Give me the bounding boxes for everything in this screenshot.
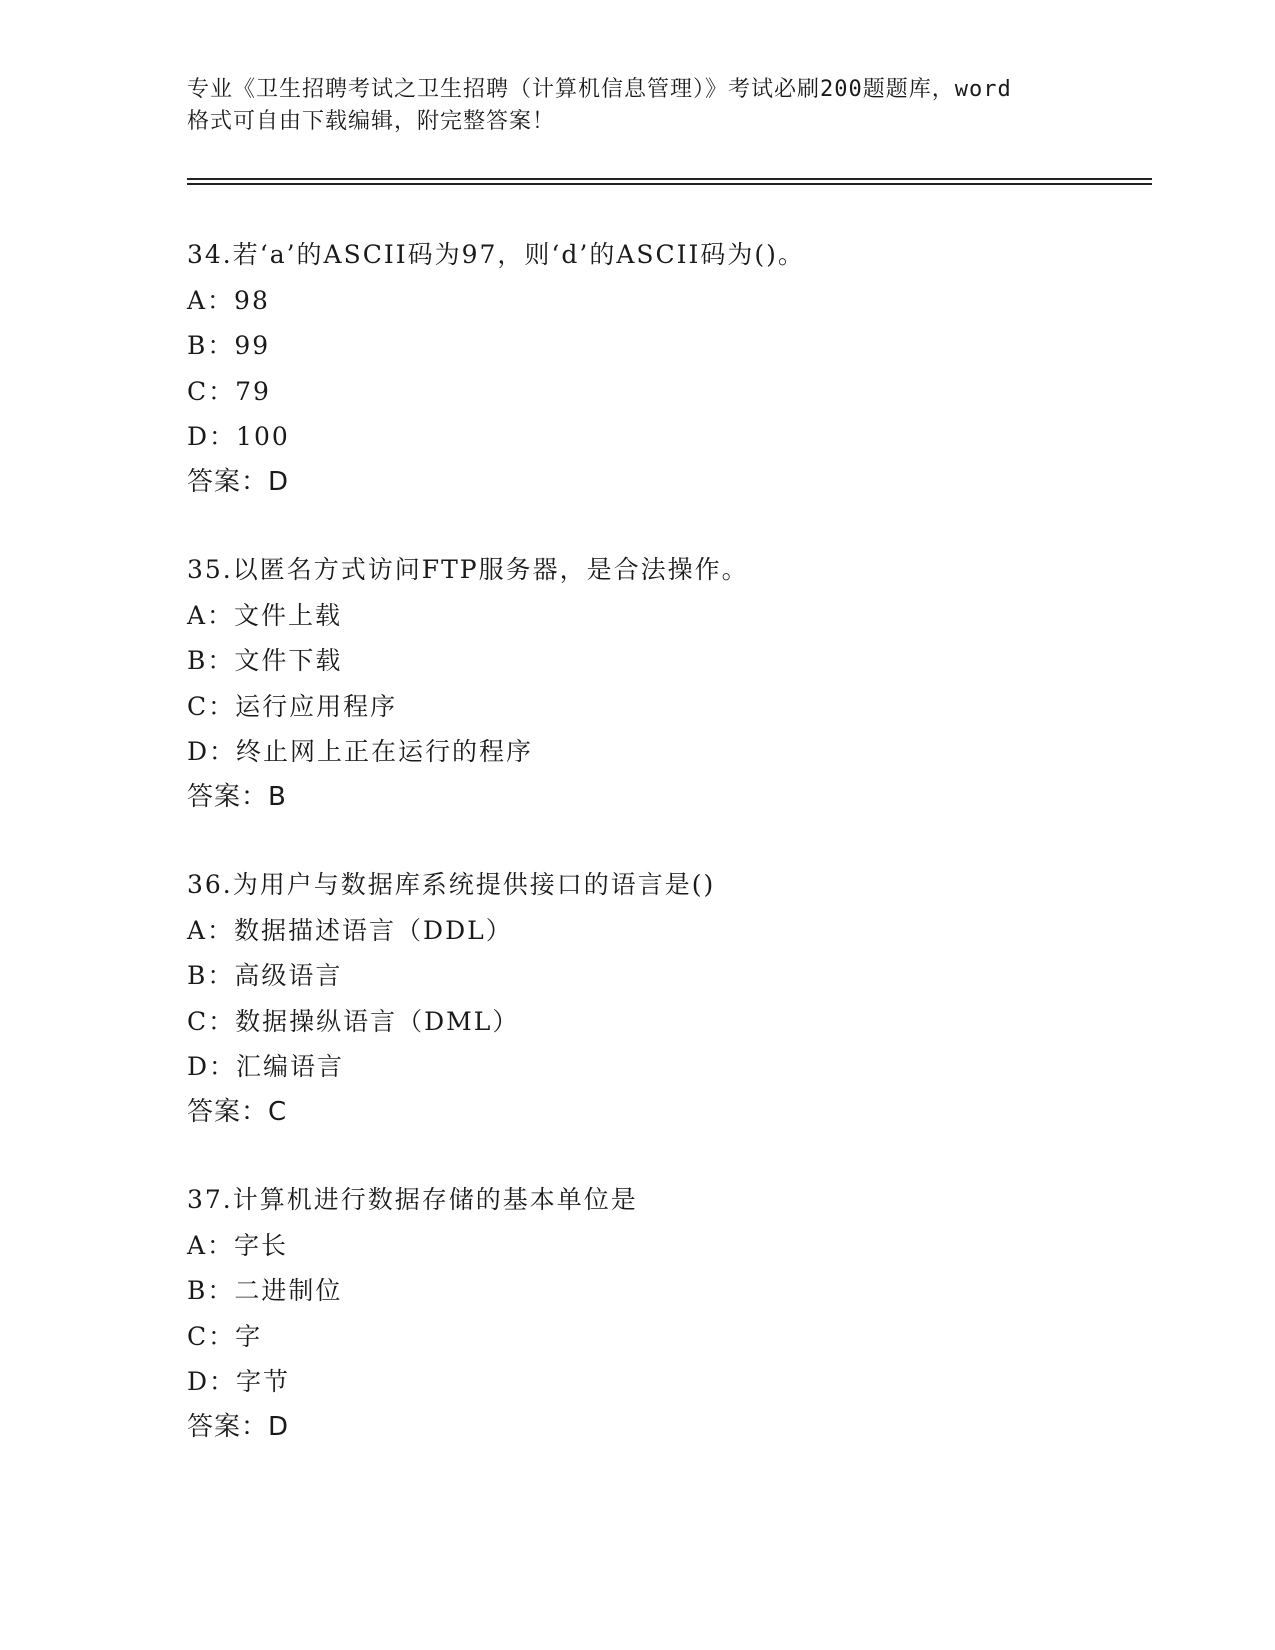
option-b: B：文件下载 bbox=[187, 646, 343, 675]
header-line-2: 格式可自由下载编辑，附完整答案！ bbox=[187, 109, 556, 134]
question-block bbox=[187, 547, 1147, 820]
option-a: A：文件上载 bbox=[187, 600, 343, 630]
option-b: B：二进制位 bbox=[187, 1276, 343, 1305]
header-divider-top bbox=[187, 178, 1152, 180]
option-b: B：99 bbox=[187, 331, 271, 360]
option-b: B：高级语言 bbox=[187, 961, 343, 990]
answer-label: 答案：D bbox=[187, 1411, 290, 1442]
header-divider-bottom bbox=[187, 183, 1152, 185]
option-d: D：字节 bbox=[187, 1367, 291, 1396]
header-line-1: 专业《卫生招聘考试之卫生招聘（计算机信息管理）》考试必刷200题题库，word bbox=[187, 77, 1012, 102]
answer-label: 答案：D bbox=[187, 466, 290, 497]
option-a: A：数据描述语言（DDL） bbox=[187, 915, 513, 945]
answer-label: 答案：B bbox=[187, 781, 287, 812]
question-block bbox=[187, 1177, 1147, 1450]
answer-label: 答案：C bbox=[187, 1096, 288, 1127]
option-a: A：字长 bbox=[187, 1230, 289, 1260]
question-title: 34.若‘a’的ASCII码为97，则‘d’的ASCII码为()。 bbox=[187, 240, 805, 269]
question-title: 37.计算机进行数据存储的基本单位是 bbox=[187, 1185, 638, 1214]
option-a: A：98 bbox=[187, 285, 270, 315]
option-c: C：字 bbox=[187, 1321, 263, 1351]
option-c: C：79 bbox=[187, 376, 271, 406]
question-block bbox=[187, 862, 1147, 1135]
question-title: 35.以匿名方式访问FTP服务器，是合法操作。 bbox=[187, 555, 749, 584]
question-title: 36.为用户与数据库系统提供接口的语言是() bbox=[187, 870, 716, 899]
option-c: C：运行应用程序 bbox=[187, 691, 398, 721]
option-c: C：数据操纵语言（DML） bbox=[187, 1006, 520, 1036]
question-block bbox=[187, 232, 1147, 505]
option-d: D：终止网上正在运行的程序 bbox=[187, 737, 534, 766]
option-d: D：100 bbox=[187, 422, 290, 451]
document-header bbox=[187, 74, 1087, 138]
option-d: D：汇编语言 bbox=[187, 1052, 345, 1081]
